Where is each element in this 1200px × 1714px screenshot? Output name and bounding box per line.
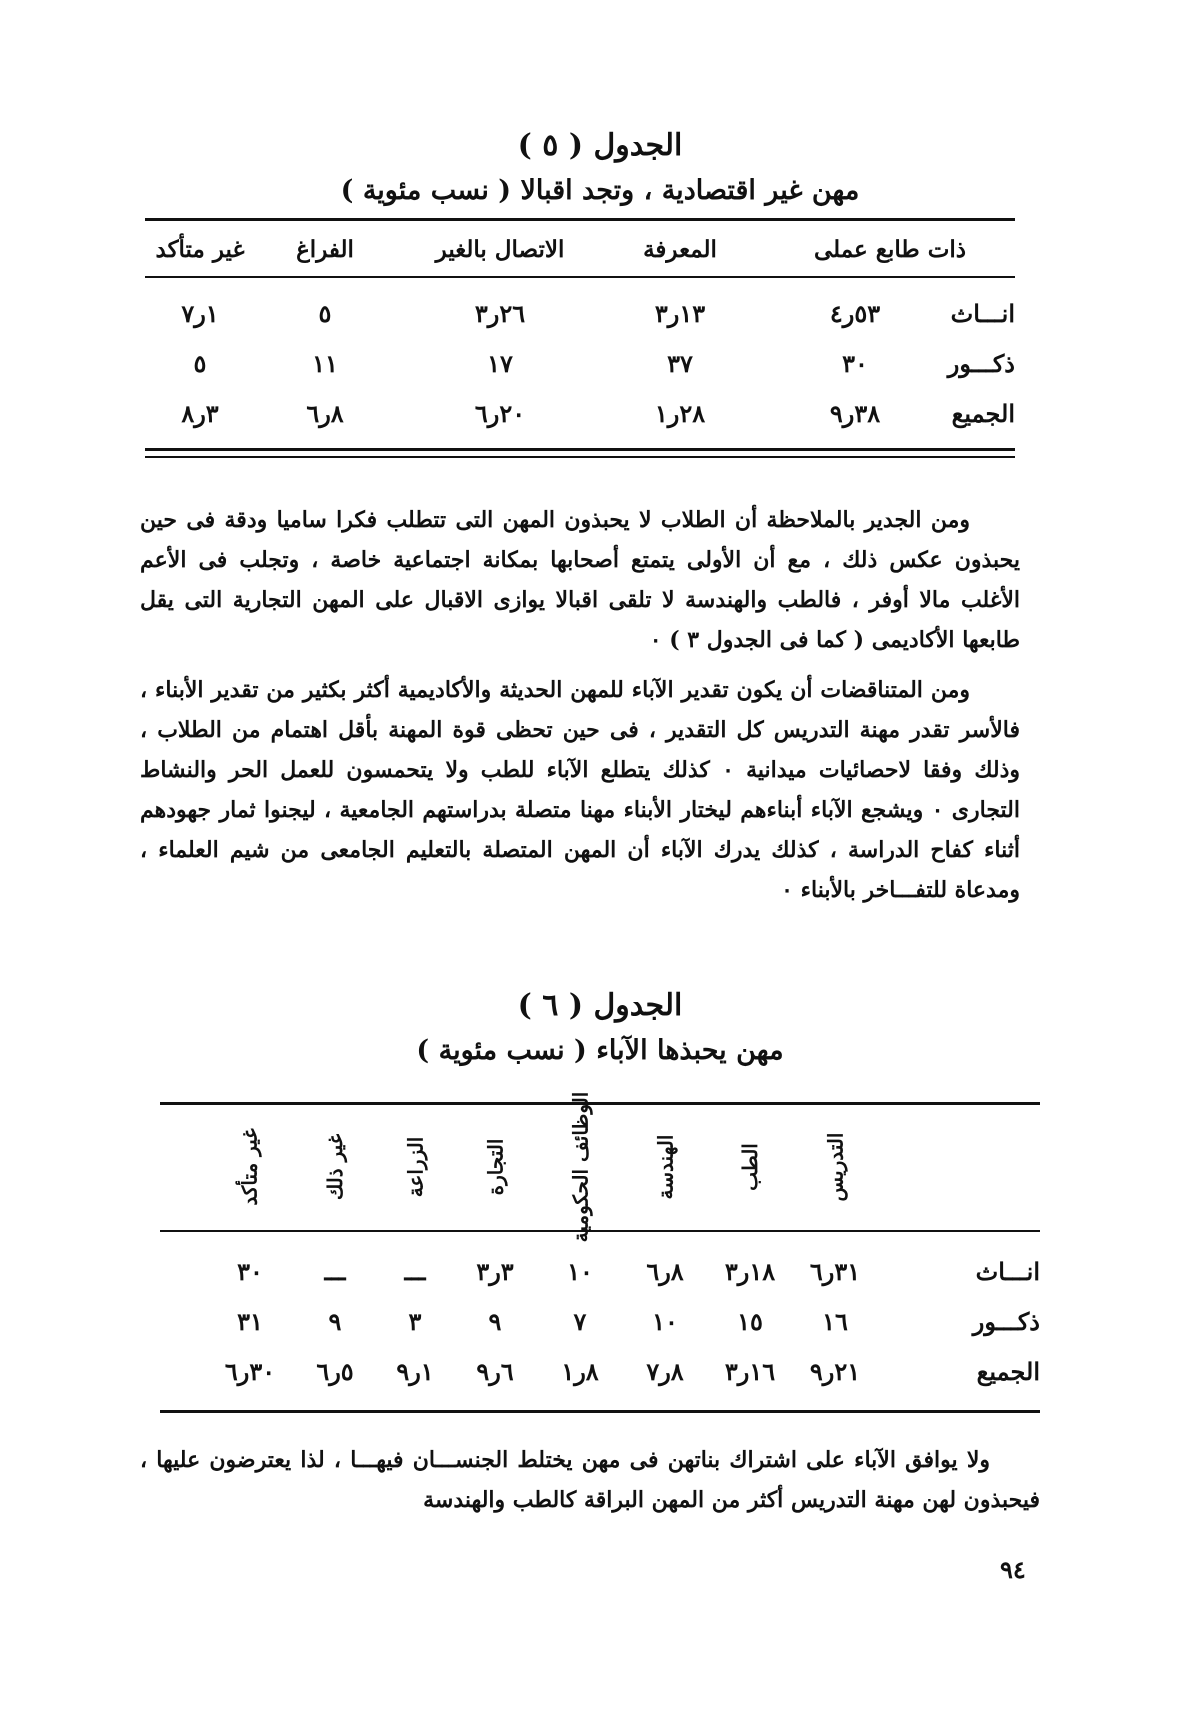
cell: ـــ [404, 1257, 426, 1286]
table6-header-row [160, 1091, 1040, 1243]
header-label: التجارة [482, 1138, 507, 1196]
table6-title: الجدول ( ٦ ) [517, 988, 683, 1023]
table6-bottom-rule [160, 1410, 1040, 1413]
cell: ٨ر٦ [306, 399, 344, 428]
table5-subtitle: مهن غير اقتصادية ، وتجد اقبالا ( نسب مئوية ) [340, 175, 860, 206]
cell: ١ر٧ [181, 299, 219, 328]
header-label: غير متأكد [237, 1128, 262, 1206]
cell: ٥ [318, 299, 332, 328]
row-label: انـــاث [950, 299, 1015, 328]
table-row [145, 292, 1015, 336]
row-label: الجميع [976, 1357, 1040, 1386]
header-label: الزراعة [403, 1136, 427, 1198]
table6-caption [0, 988, 1200, 1066]
cell: ١٠ [652, 1307, 678, 1336]
table6-header-commerce [470, 1112, 520, 1222]
table6-header-government-jobs [555, 1091, 605, 1243]
cell: ١ر٩ [396, 1357, 434, 1386]
cell: ٣١ر٦ [809, 1257, 861, 1286]
cell: ٨ر١ [561, 1357, 599, 1386]
cell: ٢٠ر٦ [474, 399, 526, 428]
table6-header-medicine [725, 1112, 775, 1222]
cell: ١٨ر٣ [724, 1257, 776, 1286]
table6-header-rule [160, 1230, 1040, 1232]
table-row [160, 1300, 1040, 1344]
cell: ١٦ر٣ [724, 1357, 776, 1386]
cell: ٩ [488, 1307, 502, 1336]
header-label: الطب [738, 1143, 763, 1191]
cell: ٢١ر٩ [809, 1357, 861, 1386]
header-label: التدريس [823, 1132, 847, 1202]
table5-bottom-rule-2 [145, 456, 1015, 458]
cell: ٣٨ر٩ [829, 399, 881, 428]
cell: ١٧ [487, 349, 513, 378]
cell: ٣١ [237, 1307, 263, 1336]
header-label: غير ذلك [322, 1133, 347, 1201]
cell: ٥ [193, 349, 207, 378]
cell: ٣ [408, 1307, 422, 1336]
table5-header-rule [145, 276, 1015, 278]
cell: ٨ر٧ [646, 1357, 684, 1386]
table-row [160, 1350, 1040, 1394]
cell: ١٥ [737, 1307, 763, 1336]
row-label: ذكـــور [947, 349, 1015, 378]
cell: ٧ [573, 1307, 587, 1336]
cell: ٦ر٩ [476, 1357, 514, 1386]
header-label: الوظائف الحكومية [567, 1091, 592, 1243]
table6-header-other [310, 1112, 360, 1222]
paragraph-1: ومن الجدير بالملاحظة أن الطلاب لا يحبذون المهن التى تتطلب فكرا ساميا ودقة فى حين يحبذون عكس ذلك ، مع أن الأولى يتمتع أصحابها بمكانة اجتماعية خاصة ، وتجلب فى الأعم الأغلب مالا أوفر ، فالطب والهندسة لا تلقى اقبالا يوازى الاقبال على المهن التجارية التى يقل طابعها الأكاديمى ( كما فى الجدول ٣ ) ٠ [140, 507, 1021, 653]
cell: ٣ر٣ [476, 1257, 514, 1286]
cell: ١٦ [822, 1307, 848, 1336]
table6-header-unsure [225, 1112, 275, 1222]
table6-header-agriculture [390, 1112, 440, 1222]
table6-top-rule [160, 1102, 1040, 1105]
table5-header-leisure: الفراغ [296, 236, 354, 263]
table6-subtitle: مهن يحبذها الآباء ( نسب مئوية ) [416, 1035, 784, 1066]
table-row [160, 1250, 1040, 1294]
cell: ٣٠ [842, 349, 868, 378]
row-label: الجميع [951, 399, 1015, 428]
page-number: ٩٤ [1000, 1555, 1026, 1584]
header-label: الهندسة [652, 1134, 677, 1200]
cell: ١٣ر٣ [654, 299, 706, 328]
paragraph-3: ولا يوافق الآباء على اشتراك بناتهن فى مهن يختلط الجنســـان فيهـــا ، لذا يعترضون عليها ، فيحبذون لهن مهنة التدريس أكثر من المهن البراقة كالطب والهندسة [140, 1447, 1040, 1513]
cell: ـــ [324, 1257, 346, 1286]
table5-caption [0, 128, 1200, 206]
row-label: ذكـــور [972, 1307, 1040, 1336]
cell: ٥٣ر٤ [829, 299, 881, 328]
cell: ٢٦ر٣ [474, 299, 526, 328]
table5-title: الجدول ( ٥ ) [517, 128, 683, 163]
table5-header-knowledge: المعرفة [643, 236, 717, 263]
cell: ٢٨ر١ [654, 399, 706, 428]
cell: ٣٠ [237, 1257, 263, 1286]
cell: ٣٧ [667, 349, 693, 378]
table-row [145, 342, 1015, 386]
table6-header-teaching [810, 1112, 860, 1222]
cell: ٥ر٦ [316, 1357, 354, 1386]
table5-header-row [145, 228, 1015, 272]
table5-header-unsure: غير متأكد [155, 236, 245, 263]
cell: ٣ر٨ [181, 399, 219, 428]
table-row [145, 392, 1015, 436]
paragraph-2: ومن المتناقضات أن يكون تقدير الآباء للمهن الحديثة والأكاديمية أكثر بكثير من تقدير الأبناء ، فالأسر تقدر مهنة التدريس كل التقدير ، فى حين تحظى قوة المهنة بأقل اهتمام من الطلاب ، وذلك وفقا لاحصائيات ميدانية ٠ كذلك يتطلع الآباء للطب ولا يتحمسون للعمل الحر والنشاط التجارى ٠ ويشجع الآباء أبناءهم ليختار الأبناء مهنا متصلة بدراستهم الجامعية ، ليجنوا ثمار جهودهم أثناء كفاح الدراسة ، كذلك يدرك الآباء أن المهن المتصلة بالتعليم الجامعى من شيم العلماء ، ومدعاة للتفـــاخر بالأبناء ٠ [140, 677, 1020, 903]
cell: ٨ر٦ [646, 1257, 684, 1286]
cell: ٣٠ر٦ [224, 1357, 276, 1386]
cell: ٩ [328, 1307, 342, 1336]
table5-top-rule [145, 218, 1015, 221]
cell: ١٠ [567, 1257, 593, 1286]
cell: ١١ [312, 349, 338, 378]
table6-header-engineering [640, 1112, 690, 1222]
table5-header-communication: الاتصال بالغير [435, 236, 565, 263]
table5-bottom-rule [145, 448, 1015, 451]
row-label: انـــاث [975, 1257, 1040, 1286]
table5-header-practical: ذات طابع عملى [813, 236, 967, 263]
